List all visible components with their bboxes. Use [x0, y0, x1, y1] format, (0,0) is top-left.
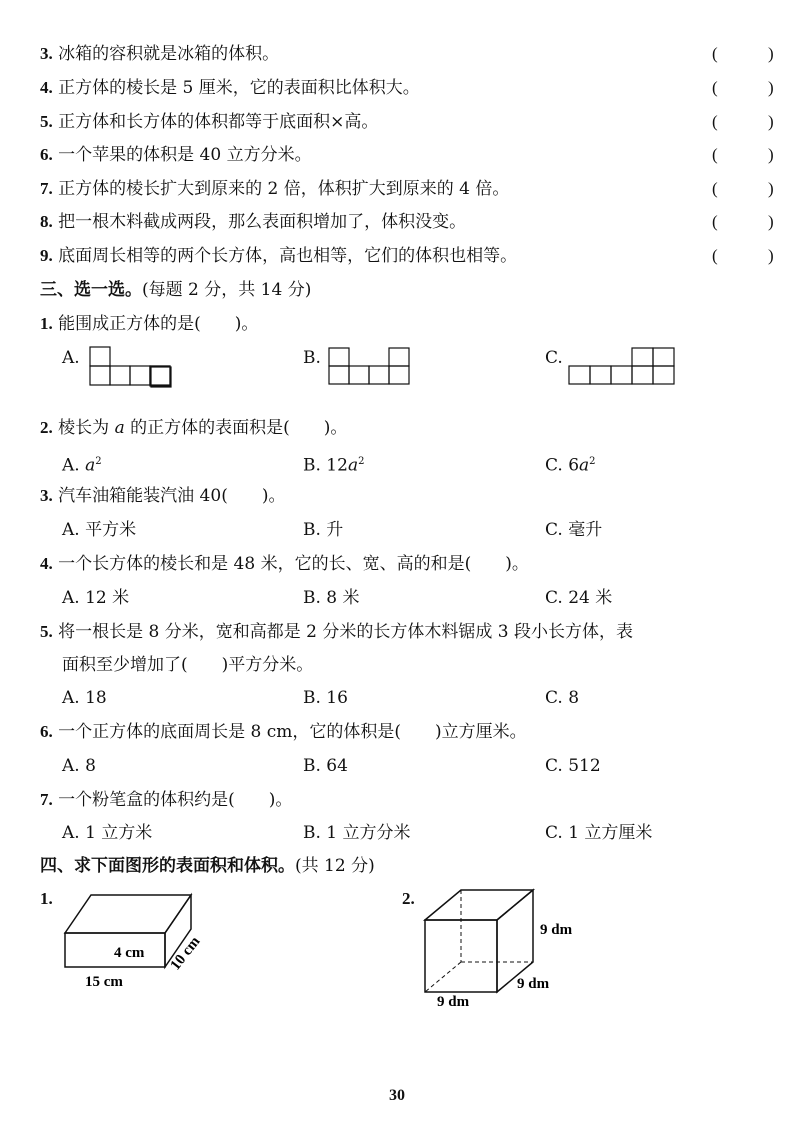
option-a[interactable]: A. 12 米	[62, 588, 130, 608]
option-variable: a	[85, 455, 96, 476]
option-c[interactable]	[545, 450, 596, 478]
question-text: 汽车油箱能装汽油 40( )。	[58, 486, 286, 506]
figure-number: 2.	[402, 889, 415, 908]
option-exponent: 2	[358, 456, 365, 467]
item-text: 底面周长相等的两个长方体，高也相等，它们的体积也相等。	[58, 246, 518, 266]
question-text: 一个长方体的棱长和是 48 米，它的长、宽、高的和是( )。	[58, 554, 529, 574]
height-label: 9 dm	[540, 922, 573, 938]
paren-right: )	[768, 145, 774, 164]
question-variable: a	[114, 418, 125, 438]
item-number: 5.	[40, 112, 53, 131]
paren-right: )	[768, 246, 774, 265]
option-b[interactable]: B. 16	[303, 688, 348, 708]
question-number: 2.	[40, 418, 53, 437]
option-a[interactable]: A. 18	[62, 688, 107, 708]
question-continuation: 面积至少增加了( )平方分米。	[62, 655, 314, 675]
paren-left: (	[712, 145, 718, 164]
option-label: B. 12	[303, 455, 348, 476]
paren-left: (	[712, 179, 718, 198]
paren-right: )	[768, 112, 774, 131]
question-number: 5.	[40, 622, 53, 641]
item-text: 把一根木料截成两段，那么表面积增加了，体积没变。	[58, 212, 467, 232]
question-number: 7.	[40, 790, 53, 809]
depth-label: 10 cm	[167, 933, 204, 974]
item-text: 一个苹果的体积是 40 立方分米。	[58, 145, 312, 165]
option-exponent: 2	[95, 456, 102, 467]
question-text: 一个粉笔盒的体积约是( )。	[58, 790, 293, 810]
option-c[interactable]	[545, 346, 563, 370]
question	[40, 552, 529, 576]
item-text: 正方体的棱长扩大到原来的 2 倍，体积扩大到原来的 4 倍。	[58, 179, 510, 199]
option-variable: a	[579, 455, 590, 476]
judge-item	[40, 143, 312, 167]
option-c[interactable]: C. 512	[545, 756, 601, 776]
net-a-extra	[150, 366, 176, 390]
option-b[interactable]: B. 1 立方分米	[303, 823, 411, 843]
cuboid-figure	[55, 885, 225, 995]
question-text-line1: 将一根长是 8 分米，宽和高都是 2 分米的长方体木料锯成 3 段小长方体，表	[58, 622, 634, 642]
item-text: 正方体的棱长是 5 厘米，它的表面积比体积大。	[58, 78, 420, 98]
option-exponent: 2	[589, 456, 596, 467]
option-label: A.	[62, 455, 86, 476]
paren-right: )	[768, 212, 774, 231]
paren-right: )	[768, 78, 774, 97]
depth-label: 9 dm	[517, 976, 550, 992]
question-number: 4.	[40, 554, 53, 573]
figure-number: 1.	[40, 889, 53, 908]
paren-left: (	[712, 112, 718, 131]
judge-item	[40, 210, 466, 234]
item-number: 7.	[40, 179, 53, 198]
paren-left: (	[712, 78, 718, 97]
question	[40, 720, 527, 744]
option-label: A.	[62, 348, 80, 368]
section-heading	[40, 854, 375, 878]
option-label: B.	[303, 348, 321, 368]
net-c-figure	[568, 347, 678, 387]
option-c[interactable]: C. 8	[545, 688, 580, 708]
paren-right: )	[768, 44, 774, 63]
section-note: (共 12 分)	[295, 856, 375, 876]
option-a[interactable]: A. 平方米	[62, 520, 137, 540]
option-c[interactable]: C. 毫升	[545, 520, 603, 540]
item-number: 6.	[40, 145, 53, 164]
length-label: 15 cm	[85, 974, 123, 990]
net-b-figure	[328, 347, 416, 387]
item-number: 4.	[40, 78, 53, 97]
question	[40, 788, 292, 812]
option-label: C.	[545, 348, 563, 368]
section-title: 三、选一选。	[40, 280, 142, 300]
option-variable: a	[347, 455, 359, 476]
item-text: 正方体和长方体的体积都等于底面积×高。	[58, 112, 379, 132]
paren-left: (	[712, 246, 718, 265]
judge-item	[40, 110, 378, 134]
question	[40, 416, 347, 440]
question	[40, 484, 285, 508]
question-text-a: 棱长为	[58, 418, 115, 438]
question-text: 一个正方体的底面周长是 8 cm，它的体积是( )立方厘米。	[58, 722, 527, 742]
item-text: 冰箱的容积就是冰箱的体积。	[58, 44, 280, 64]
cube-figure	[415, 884, 605, 1014]
paren-right: )	[768, 179, 774, 198]
paren-left: (	[712, 212, 718, 231]
length-label: 9 dm	[437, 994, 470, 1010]
question-text: 能围成正方体的是( )。	[58, 314, 259, 334]
section-note: (每题 2 分，共 14 分)	[142, 280, 312, 300]
judge-item	[40, 177, 509, 201]
question	[40, 312, 258, 336]
section-heading	[40, 278, 311, 302]
item-number: 9.	[40, 246, 53, 265]
option-b[interactable]: B. 64	[303, 756, 348, 776]
page-number: 30	[389, 1087, 405, 1104]
option-a[interactable]	[62, 346, 80, 370]
question-number: 1.	[40, 314, 53, 333]
question-number: 6.	[40, 722, 53, 741]
judge-item	[40, 244, 517, 268]
question-number: 3.	[40, 486, 53, 505]
paren-left: (	[712, 44, 718, 63]
section-title: 四、求下面图形的表面积和体积。	[40, 856, 295, 876]
option-a[interactable]: A. 1 立方米	[62, 823, 153, 843]
height-label: 4 cm	[114, 945, 145, 961]
option-b[interactable]: B. 升	[303, 520, 344, 540]
judge-item	[40, 42, 279, 66]
item-number: 8.	[40, 212, 53, 231]
option-a[interactable]: A. 8	[62, 756, 96, 776]
option-c[interactable]: C. 1 立方厘米	[545, 823, 653, 843]
option-a[interactable]	[62, 450, 102, 478]
judge-item	[40, 76, 420, 100]
question-text-b: 的正方体的表面积是( )。	[124, 418, 348, 438]
option-c[interactable]: C. 24 米	[545, 588, 613, 608]
option-b[interactable]	[303, 346, 321, 370]
item-number: 3.	[40, 44, 53, 63]
option-b[interactable]	[303, 450, 364, 478]
question	[40, 620, 633, 644]
option-label: C. 6	[545, 455, 580, 476]
option-b[interactable]: B. 8 米	[303, 588, 360, 608]
